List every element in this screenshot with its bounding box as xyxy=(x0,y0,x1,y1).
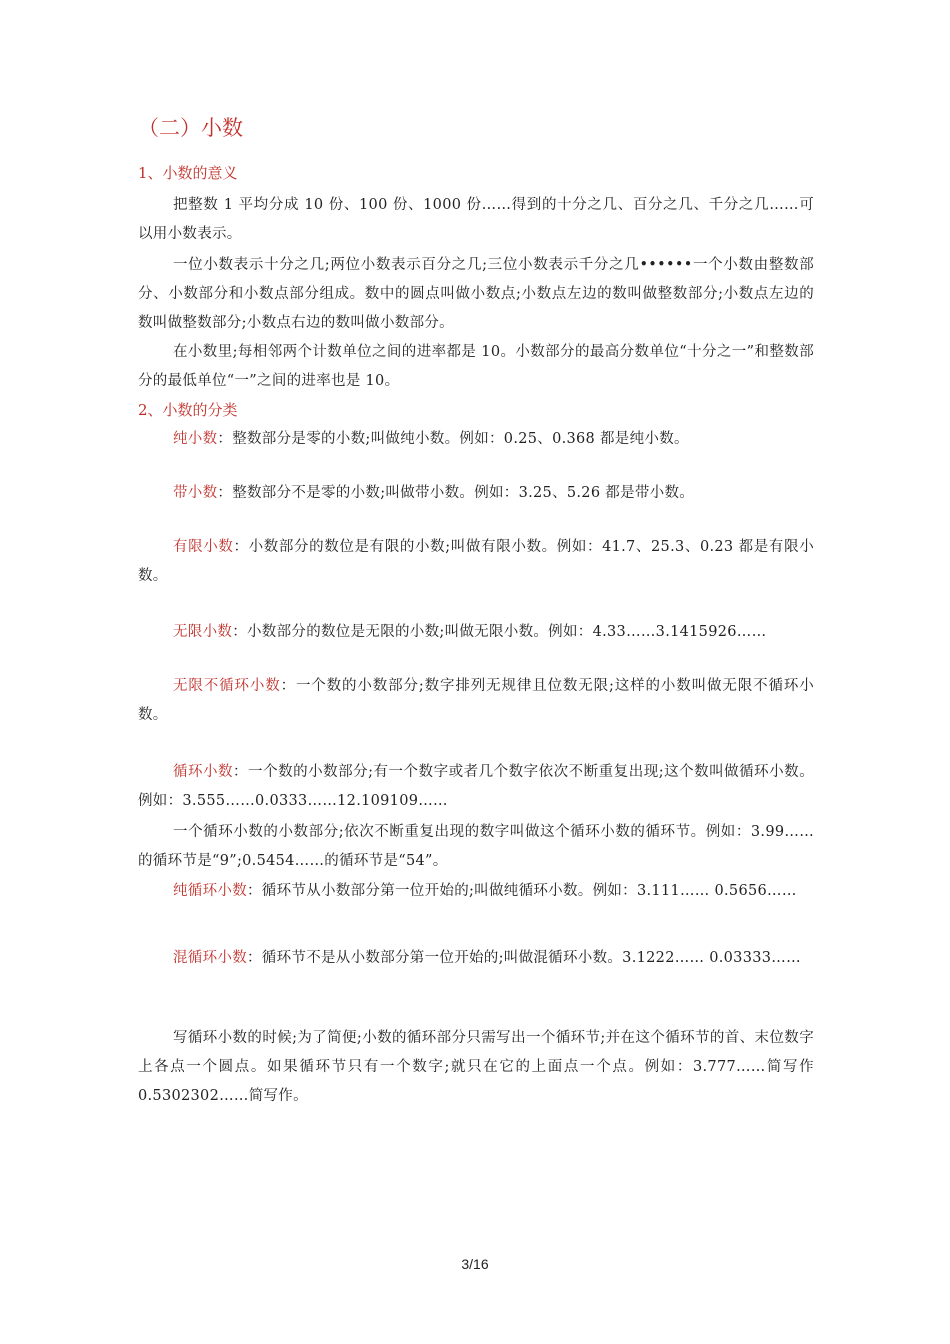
term-label: 带小数 xyxy=(173,485,218,501)
paragraph-meaning-3: 在小数里;每相邻两个计数单位之间的进率都是 10。小数部分的最高分数单位“十分之一”和整数部分的最低单位“一”之间的进率也是 10。 xyxy=(138,344,814,389)
item-mixed-decimal xyxy=(138,479,814,508)
item-non-repeating-decimal xyxy=(138,672,814,730)
term-label: 纯小数 xyxy=(173,431,218,447)
item-repeating-decimal xyxy=(138,758,814,816)
term-text: ：一个数的小数部分;有一个数字或者几个数字依次不断重复出现;这个数叫做循环小数。例如：3.555……0.0333……12.109109…… xyxy=(138,764,814,809)
page-number: 3/16 xyxy=(461,1256,489,1272)
document-page xyxy=(138,0,814,1344)
term-label: 纯循环小数 xyxy=(173,883,247,899)
section-heading-classification: 2、小数的分类 xyxy=(138,401,238,419)
item-pure-repeating-decimal xyxy=(138,877,814,906)
term-label: 循环小数 xyxy=(173,764,234,780)
term-text: 一个循环小数的小数部分;依次不断重复出现的数字叫做这个循环小数的循环节。例如：3.99……的循环节是“9”;0.5454……的循环节是“54”。 xyxy=(138,824,814,869)
item-pure-decimal xyxy=(138,425,814,454)
section-heading-meaning: 1、小数的意义 xyxy=(138,164,238,182)
term-label: 混循环小数 xyxy=(173,950,247,966)
term-text: ：一个数的小数部分;数字排列无规律且位数无限;这样的小数叫做无限不循环小数。 xyxy=(138,678,814,723)
term-text: ：整数部分是零的小数;叫做纯小数。例如：0.25、0.368 都是纯小数。 xyxy=(217,431,689,447)
item-mixed-repeating-decimal xyxy=(138,944,814,973)
term-label: 无限不循环小数 xyxy=(173,678,281,694)
item-repeating-notation xyxy=(138,1024,814,1111)
page-title: （二）小数 xyxy=(138,116,243,140)
term-text: ：循环节不是从小数部分第一位开始的;叫做混循环小数。3.1222…… 0.03333…… xyxy=(247,950,801,966)
term-text: ：小数部分的数位是无限的小数;叫做无限小数。例如：4.33……3.1415926…… xyxy=(232,624,767,640)
item-infinite-decimal xyxy=(138,618,814,647)
term-text: ：小数部分的数位是有限的小数;叫做有限小数。例如：41.7、25.3、0.23 都是有限小数。 xyxy=(138,539,814,584)
paragraph-meaning-1: 把整数 1 平均分成 10 份、100 份、1000 份……得到的十分之几、百分之几、千分之几……可以用小数表示。 xyxy=(138,197,814,242)
paragraph-meaning-2: 一位小数表示十分之几;两位小数表示百分之几;三位小数表示千分之几••••••一个小数由整数部分、小数部分和小数点部分组成。数中的圆点叫做小数点;小数点左边的数叫做整数部分;小数点左边的数叫做整数部分;小数点右边的数叫做小数部分。 xyxy=(138,257,814,331)
term-label: 无限小数 xyxy=(173,624,233,640)
item-repetend-definition xyxy=(138,818,814,876)
item-finite-decimal xyxy=(138,533,814,591)
term-text: ：循环节从小数部分第一位开始的;叫做纯循环小数。例如：3.111…… 0.5656…… xyxy=(247,883,797,899)
term-text: 写循环小数的时候;为了简便;小数的循环部分只需写出一个循环节;并在这个循环节的首、末位数字上各点一个圆点。如果循环节只有一个数字;就只在它的上面点一个点。例如：3.777……简写作 0.5302302……简写作。 xyxy=(138,1030,814,1104)
term-label: 有限小数 xyxy=(173,539,234,555)
term-text: ：整数部分不是零的小数;叫做带小数。例如：3.25、5.26 都是带小数。 xyxy=(217,485,695,501)
